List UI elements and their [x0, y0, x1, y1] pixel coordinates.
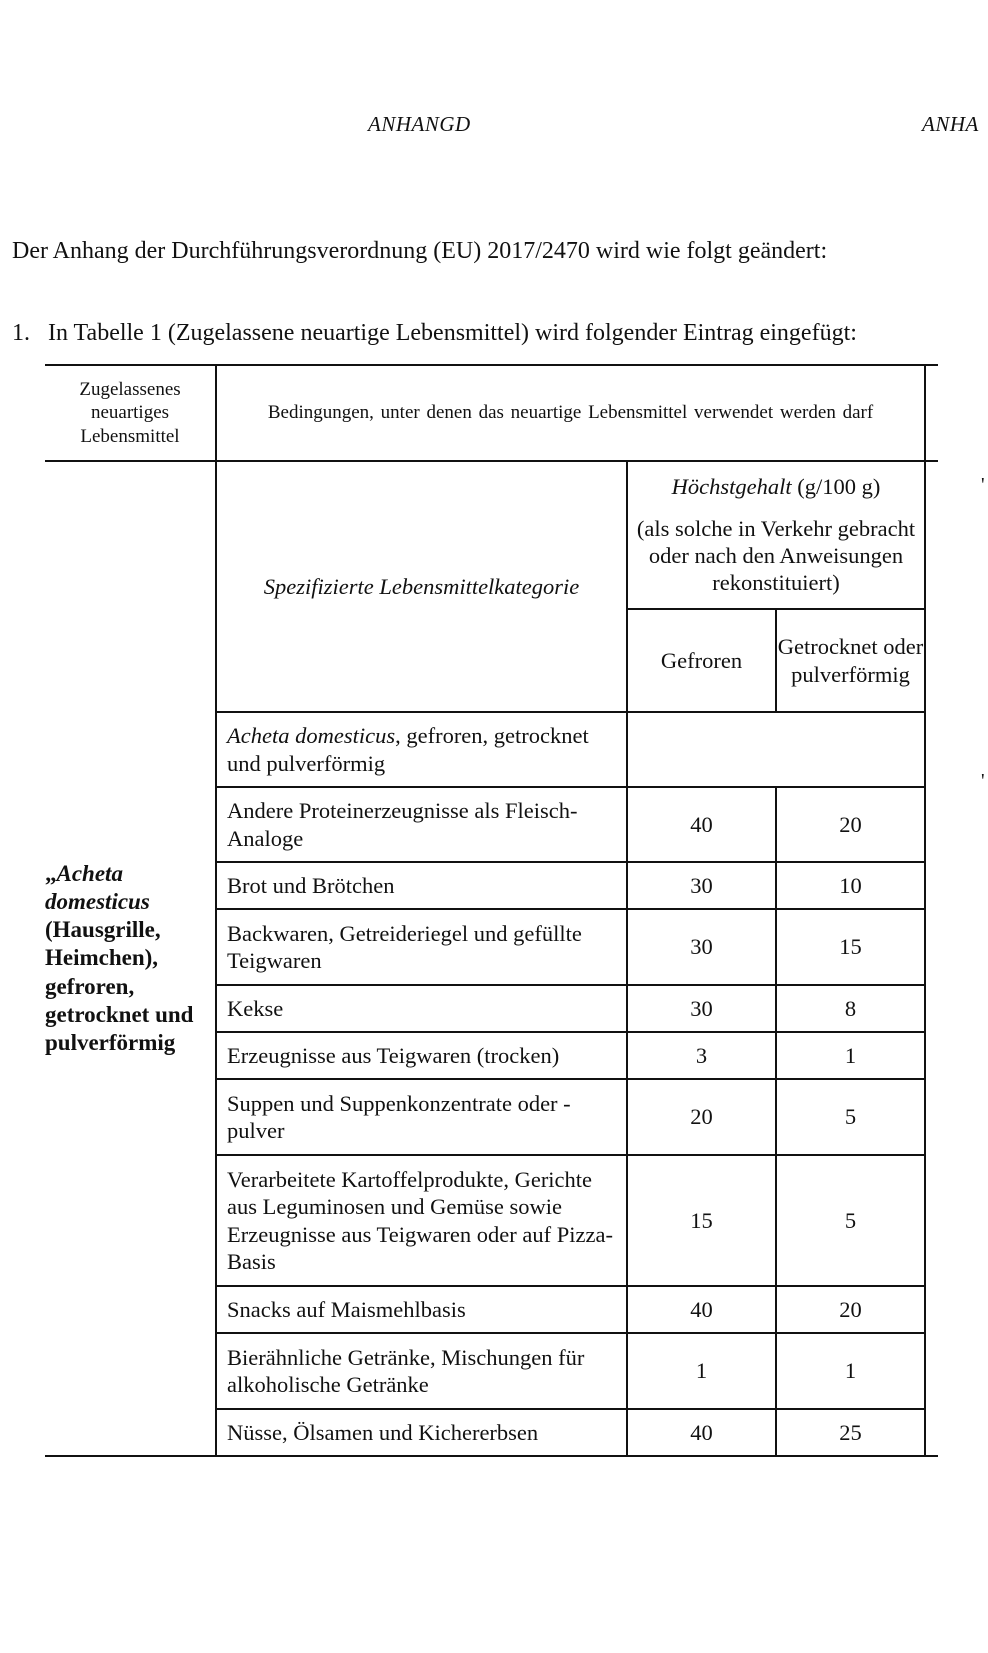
col-header-conditions-text: Bedingungen, unter denen das neuartige Lebensmittel verwendet werden darf — [267, 402, 874, 424]
row-category: Brot und Brötchen — [227, 872, 395, 898]
list-item-text: In Tabelle 1 (Zugelassene neuartige Lebensmittel) wird folgender Eintrag eingefügt: — [48, 320, 857, 346]
row-frozen-value: 30 — [690, 872, 713, 898]
row-category: Erzeugnisse aus Teigwaren (trocken) — [227, 1042, 560, 1068]
row-category: Backwaren, Getreideriegel und gefüllte Teigwaren — [227, 920, 582, 973]
row-category: Kekse — [227, 995, 284, 1021]
row-dried-value: 20 — [839, 1296, 862, 1322]
row-dried-value: 10 — [839, 872, 862, 898]
max-content-note: (als solche in Verkehr gebracht oder nach den Anweisungen rekonstituiert) — [636, 515, 916, 596]
list-item-1 — [12, 320, 857, 347]
row-frozen-value: 40 — [690, 1419, 713, 1445]
row-category: Snacks auf Maismehlbasis — [227, 1296, 466, 1322]
list-item-number: 1. — [12, 320, 30, 346]
row-dried-value: 1 — [844, 1358, 857, 1384]
frozen-header-text: Gefroren — [660, 647, 743, 673]
row-dried-value: 5 — [844, 1207, 857, 1233]
row-dried-value: 25 — [839, 1419, 862, 1445]
row-category: Suppen und Suppenkonzentrate oder -pulver — [227, 1090, 571, 1143]
row-frozen-value: 20 — [690, 1104, 713, 1130]
cut-off-mark: ' — [981, 474, 985, 496]
row-dried-value: 1 — [844, 1042, 857, 1068]
col-header-conditions — [217, 366, 924, 460]
row-category: Andere Proteinerzeugnisse als Fleisch-Analoge — [227, 798, 578, 851]
category-row-title: Acheta domesticus, gefroren, getrocknet und pulverförmig — [227, 723, 589, 776]
row-frozen-value: 30 — [690, 934, 713, 960]
row-frozen-value: 1 — [695, 1358, 708, 1384]
category-header — [217, 462, 626, 711]
table-col-border — [924, 364, 926, 1455]
intro-paragraph: Der Anhang der Durchführungsverordnung (EU) 2017/2470 wird wie folgt geändert: — [12, 238, 828, 264]
row-frozen-value: 15 — [690, 1207, 713, 1233]
row-dried-value: 5 — [844, 1104, 857, 1130]
max-content-header — [628, 462, 924, 608]
food-name: „Acheta domesticus (Hausgrille, Heimchen), gefroren, getrocknet und pulverförmig — [45, 861, 194, 1055]
col-header-food — [45, 366, 215, 460]
row-category: Bierähnliche Getränke, Mischungen für alkoholische Getränke — [227, 1344, 585, 1397]
dried-header — [777, 610, 924, 711]
table-bottom-border — [45, 1455, 938, 1457]
row-category: Nüsse, Ölsamen und Kichererbsen — [227, 1419, 539, 1445]
row-frozen-value: 3 — [695, 1042, 708, 1068]
row-category: Verarbeitete Kartoffelprodukte, Gerichte aus Leguminosen und Gemüse sowie Erzeugnisse aus Teigwaren oder auf Pizza-Basis — [227, 1166, 613, 1274]
cut-off-mark: ' — [981, 770, 985, 792]
row-dried-value: 8 — [844, 995, 857, 1021]
annex-title-cut: ANHA — [922, 112, 979, 136]
col-header-food-text: Zugelassenes neuartiges Lebensmittel — [79, 379, 181, 447]
food-name-cell — [45, 462, 215, 1455]
row-frozen-value: 40 — [690, 1296, 713, 1322]
row-dried-value: 15 — [839, 934, 862, 960]
max-content-title: Höchstgehalt (g/100 g) — [671, 474, 881, 500]
row-dried-value: 20 — [839, 811, 862, 837]
row-frozen-value: 30 — [690, 995, 713, 1021]
frozen-header — [628, 610, 775, 711]
row-frozen-value: 40 — [690, 811, 713, 837]
dried-header-text: Getrocknet oder pulverförmig — [777, 634, 924, 687]
annex-title: ANHANGD — [368, 112, 471, 136]
category-header-text: Spezifizierte Lebensmittelkategorie — [263, 573, 580, 599]
